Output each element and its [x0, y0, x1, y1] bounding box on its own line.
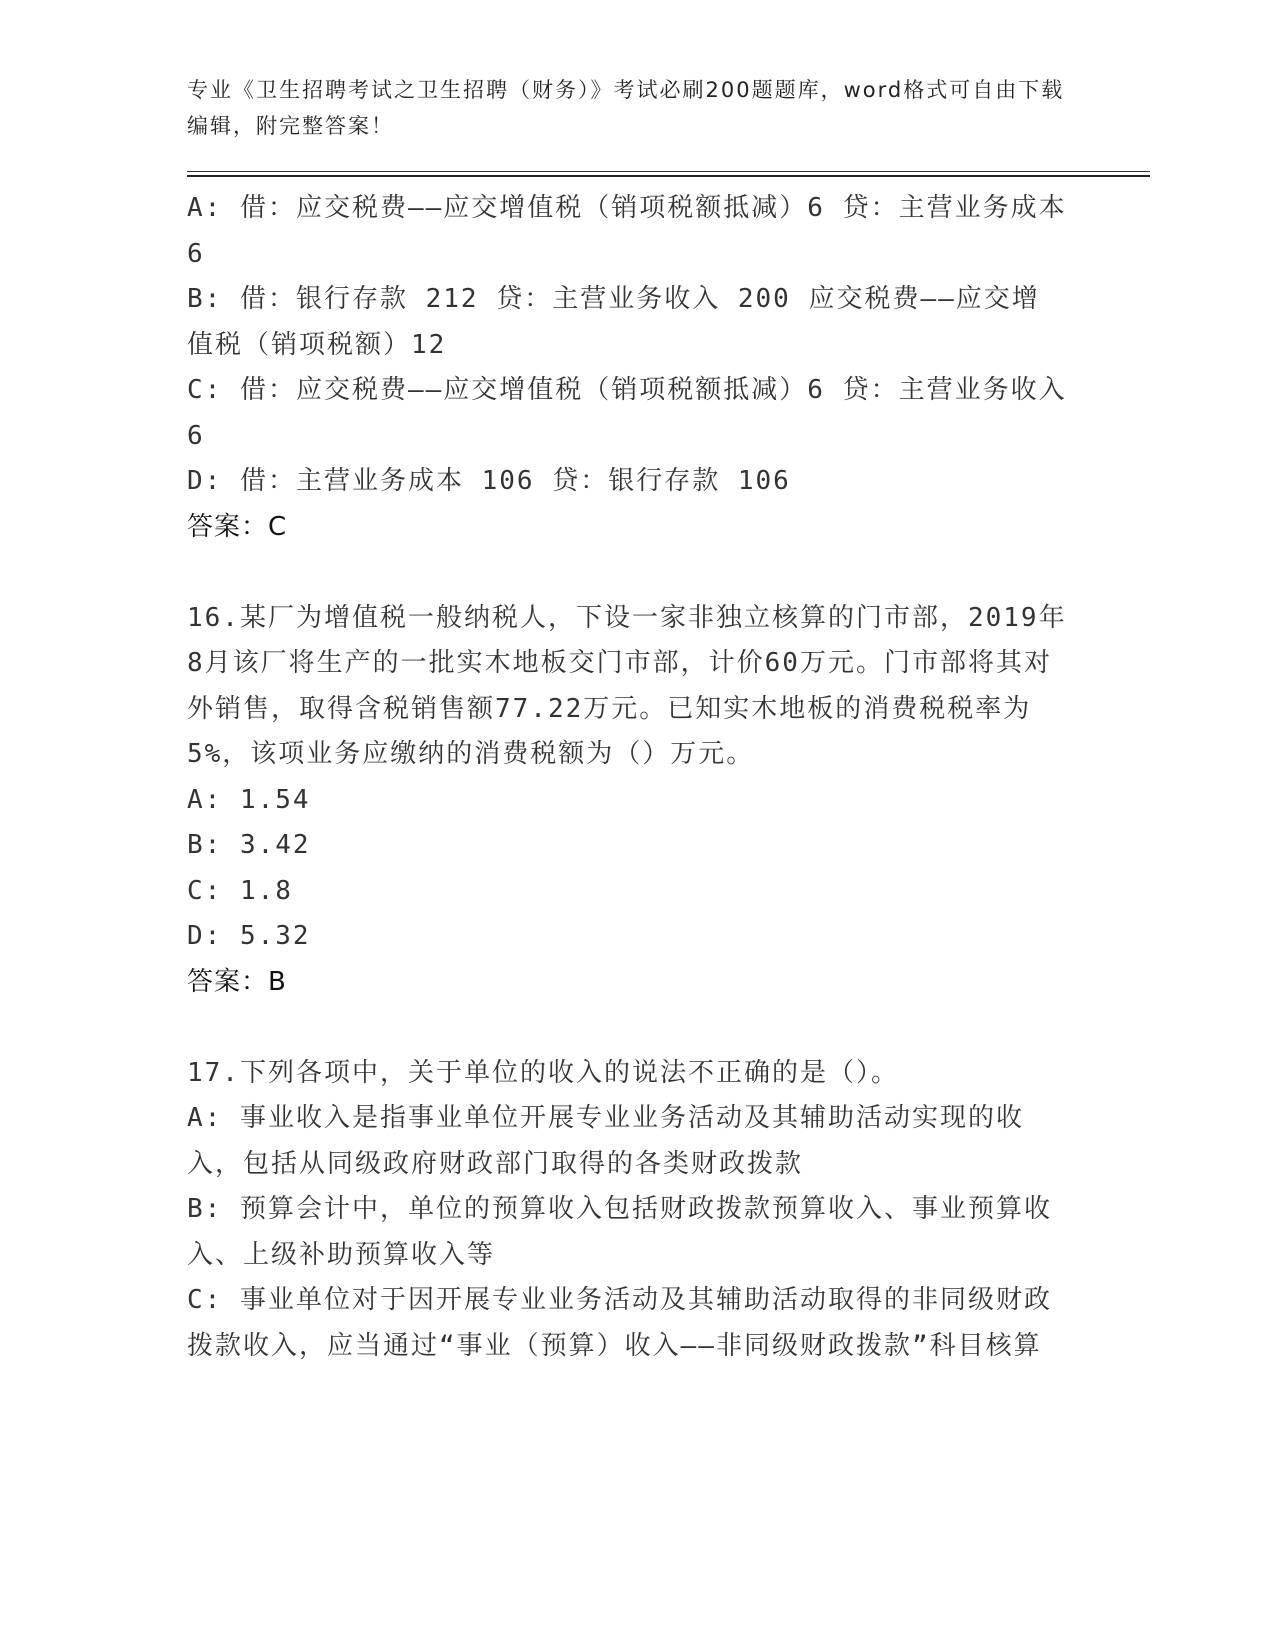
- q15-option-d: D: 借：主营业务成本 106 贷：银行存款 106: [187, 466, 791, 496]
- q16-stem: 16.某厂为增值税一般纳税人，下设一家非独立核算的门市部，2019年8月该厂将生产的一批实木地板交门市部，计价60万元。门市部将其对外销售，取得含税销售额77.22万元。已知实木地板的消费税税率为5%，该项业务应缴纳的消费税额为（）万元。: [187, 602, 1067, 769]
- q16-option-d: D: 5.32: [187, 921, 311, 951]
- q17-option-b: B: 预算会计中，单位的预算收入包括财政拨款预算收入、事业预算收入、上级补助预算收入等: [187, 1194, 1052, 1270]
- page-header-text: 专业《卫生招聘考试之卫生招聘（财务）》考试必刷200题题库，word格式可自由下载编辑，附完整答案！: [187, 78, 1065, 138]
- header-rule-thin: [187, 171, 1150, 172]
- question-16: [187, 596, 1067, 1006]
- q16-option-c: C: 1.8: [187, 875, 293, 906]
- spacer: [187, 1005, 1067, 1051]
- q15-answer: 答案：C: [187, 511, 288, 542]
- spacer: [187, 550, 1067, 596]
- q17-stem: 17.下列各项中，关于单位的收入的说法不正确的是（）。: [187, 1057, 899, 1088]
- q15-option-a: A: 借：应交税费——应交增值税（销项税额抵减）6 贷：主营业务成本 6: [187, 193, 1067, 269]
- header-rule-thick: [187, 175, 1150, 177]
- q17-option-c: C: 事业单位对于因开展专业业务活动及其辅助活动取得的非同级财政拨款收入，应当通过“事业（预算）收入——非同级财政拨款”科目核算: [187, 1285, 1052, 1361]
- q15-option-c: C: 借：应交税费——应交增值税（销项税额抵减）6 贷：主营业务收入 6: [187, 375, 1067, 451]
- document-body: [187, 186, 1067, 1369]
- question-15-options: [187, 186, 1067, 550]
- q16-answer: 答案：B: [187, 966, 287, 997]
- q17-option-a: A: 事业收入是指事业单位开展专业业务活动及其辅助活动实现的收入，包括从同级政府财政部门取得的各类财政拨款: [187, 1103, 1024, 1179]
- question-17: [187, 1051, 1067, 1370]
- q16-option-a: A: 1.54: [187, 784, 311, 815]
- q16-option-b: B: 3.42: [187, 830, 311, 860]
- q15-option-b: B: 借：银行存款 212 贷：主营业务收入 200 应交税费——应交增值税（销项税额）12: [187, 284, 1040, 360]
